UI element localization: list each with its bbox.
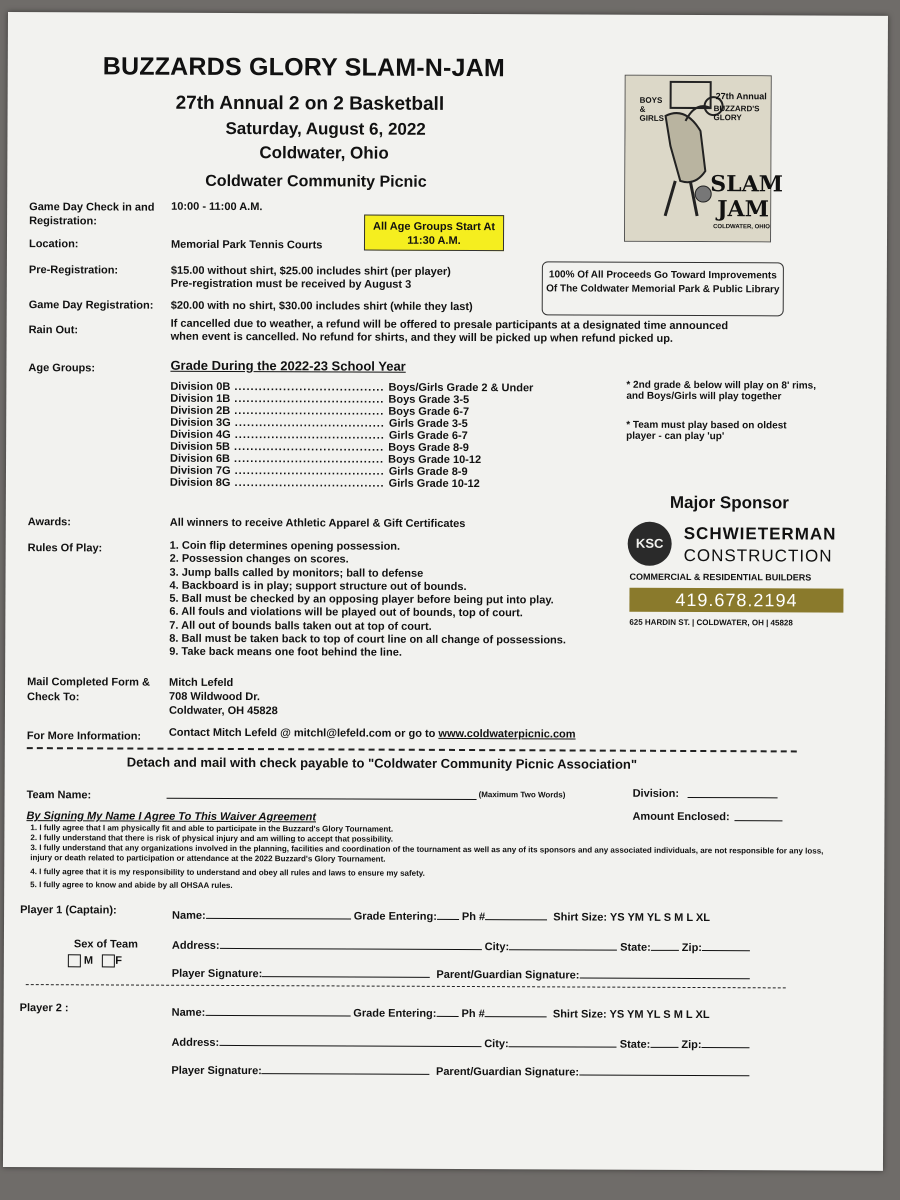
prereg-value-1: $15.00 without shirt, $25.00 includes shirt (per player): [170, 264, 451, 278]
more-info-label: For More Information:: [26, 730, 142, 743]
player-divider: [26, 984, 786, 988]
awards-value: All winners to receive Athletic Apparel & Gift Certificates: [169, 516, 466, 531]
grade-label: Grade Entering:: [353, 1007, 437, 1020]
shirt-label: Shirt Size:: [553, 911, 608, 924]
website-link[interactable]: www.coldwaterpicnic.com: [438, 727, 576, 741]
team-name-label: Team Name:: [26, 789, 92, 802]
sex-of-team-label: Sex of Team: [73, 938, 138, 951]
rule-item: 5. Ball must be checked by an opposing player before being put into play.: [169, 592, 554, 607]
waiver-list: [30, 823, 840, 894]
division-name: Division 4G: [170, 428, 231, 441]
amount-label: Amount Enclosed:: [632, 810, 730, 824]
division-name: Division 3G: [170, 416, 231, 429]
player1-signature-row: [172, 966, 750, 983]
player2-grade-field[interactable]: [436, 1006, 458, 1017]
division-row: Division 6B ..................................... Boys Grade 10-12: [170, 452, 482, 467]
division-row: Division 5B ..................................... Boys Grade 8-9: [170, 440, 469, 455]
division-row: Division 8G ..................................... Girls Grade 10-12: [169, 476, 480, 491]
player2-phone-field[interactable]: [485, 1006, 547, 1017]
parent-signature-label: Parent/Guardian Signature:: [435, 1065, 580, 1079]
division-row: Division 0B ..................................... Boys/Girls Grade 2 & Under: [170, 380, 534, 395]
division-group: Boys Grade 3-5: [388, 393, 470, 407]
rainout-value-2: when event is cancelled. No refund for shirts, and they will be picked up when refund picked up.: [170, 330, 674, 345]
rainout-label: Rain Out:: [28, 324, 79, 337]
phone-label: Ph #: [461, 910, 486, 924]
division-list: [170, 381, 533, 491]
waiver-heading: By Signing My Name I Agree To This Waiver Agreement: [26, 810, 317, 824]
cut-line: [27, 747, 797, 752]
gameday-value: $20.00 with no shirt, $30.00 includes shirt (while they last): [170, 299, 473, 314]
rule-item: 3. Jump balls called by monitors; ball to defense: [169, 566, 424, 580]
sponsor-name-2: CONSTRUCTION: [683, 545, 833, 566]
division-name: Division 6B: [170, 452, 230, 465]
more-info-text: [169, 727, 576, 741]
event-city: Coldwater, Ohio: [259, 143, 389, 163]
waiver-item: 3. I fully understand that any organizations involved in the planning, facilities and coordination of the tournament as well as any of its sponsors and any associated individuals, are not responsible for any loss, injury or death related to participation or attendance at the 2022 Buzzard's Glory Tournament.: [30, 843, 824, 864]
player1-grade-field[interactable]: [437, 909, 459, 920]
waiver-item: 4. I fully agree that it is my responsibility to understand and obey all rules and laws to ensure my safety.: [30, 867, 425, 878]
event-title: BUZZARDS GLORY SLAM-N-JAM: [102, 52, 506, 83]
proceeds-note: 100% Of All Proceeds Go Toward Improvements Of The Coldwater Memorial Park & Public Library: [542, 261, 784, 316]
division-row: Division 1B ..................................... Boys Grade 3-5: [170, 392, 470, 407]
player1-phone-field[interactable]: [485, 909, 547, 920]
age-groups-label: Age Groups:: [28, 362, 96, 375]
player1-state-field[interactable]: [651, 940, 679, 951]
rule-item: 4. Backboard is in play; support structure out of bounds.: [169, 579, 467, 593]
player1-parent-signature-field[interactable]: [579, 968, 749, 980]
division-group: Girls Grade 6-7: [388, 429, 468, 443]
name-label: Name:: [171, 1006, 206, 1019]
name-label: Name:: [172, 909, 206, 922]
address-label: Address:: [171, 1036, 220, 1049]
location-label: Location:: [28, 238, 79, 251]
event-date: Saturday, August 6, 2022: [225, 118, 426, 139]
sponsor-address: 625 HARDIN ST. | COLDWATER, OH | 45828: [629, 617, 793, 628]
division-name: Division 2B: [170, 404, 231, 417]
logo-name: BUZZARD'S GLORY: [713, 104, 760, 123]
division-row: Division 2B ..................................... Boys Grade 6-7: [170, 404, 470, 419]
rule-item: 9. Take back means one foot behind the line.: [169, 646, 402, 660]
player1-zip-field[interactable]: [702, 940, 750, 951]
female-checkbox[interactable]: [102, 954, 115, 967]
city-label: City:: [484, 941, 510, 954]
player1-label: Player 1 (Captain):: [20, 904, 117, 917]
address-label: Address:: [171, 939, 220, 952]
rules-label: Rules Of Play:: [27, 542, 103, 555]
grade-label: Grade Entering:: [353, 910, 437, 923]
gameday-label: Game Day Registration:: [28, 299, 154, 312]
waiver-item: 5. I fully agree to know and abide by all OHSAA rules.: [30, 880, 233, 890]
zip-label: Zip:: [681, 1038, 702, 1052]
sponsor-tagline: COMMERCIAL & RESIDENTIAL BUILDERS: [629, 571, 812, 583]
player2-zip-field[interactable]: [702, 1037, 750, 1048]
player1-name-field[interactable]: [206, 908, 351, 920]
player2-address-row: [171, 1035, 749, 1052]
division-group: Boys Grade 10-12: [388, 453, 482, 467]
division-row: Division 3G ..................................... Girls Grade 3-5: [170, 416, 468, 431]
state-label: State:: [619, 1038, 651, 1051]
player2-name-field[interactable]: [205, 1005, 350, 1017]
more-info-contact: Contact Mitch Lefeld @ mitchl@lefeld.com or go to: [168, 726, 436, 740]
parent-signature-label: Parent/Guardian Signature:: [436, 968, 580, 982]
player1-name-row: [172, 908, 710, 924]
event-name: Coldwater Community Picnic: [205, 172, 427, 191]
phone-label: Ph #: [461, 1007, 485, 1021]
logo-slam: SLAM: [710, 171, 784, 198]
sponsor-mark-icon: KSC: [628, 522, 672, 566]
signature-label: Player Signature:: [171, 1064, 262, 1078]
location-value: Memorial Park Tennis Courts: [170, 238, 323, 252]
mail-label-2: Check To:: [26, 691, 80, 704]
division-field-label: Division:: [632, 787, 680, 800]
rule-item: 6. All fouls and violations will be played out of bounds, top of court.: [169, 606, 523, 620]
player2-label: Player 2 :: [19, 1002, 69, 1015]
zip-label: Zip:: [681, 941, 703, 955]
shirt-sizes[interactable]: YS YM YL S M L XL: [609, 1008, 710, 1022]
division-group: Girls Grade 8-9: [388, 465, 468, 479]
player2-state-field[interactable]: [650, 1037, 678, 1048]
player1-city-field[interactable]: [509, 939, 617, 950]
player1-address-row: [172, 938, 750, 955]
rule-item: 1. Coin flip determines opening possession.: [169, 539, 401, 553]
slam-jam-logo: [624, 75, 784, 243]
rule-item: 2. Possession changes on scores.: [169, 553, 349, 566]
division-field[interactable]: [688, 787, 778, 798]
age-groups-heading: Grade During the 2022-23 School Year: [170, 357, 406, 374]
rainout-value-1: If cancelled due to weather, a refund will be offered to presale participants at a designated time announced: [170, 317, 729, 333]
team-name-note: (Maximum Two Words): [478, 790, 566, 800]
male-label: M: [83, 954, 94, 967]
division-group: Girls Grade 10-12: [388, 477, 480, 491]
mail-street: 708 Wildwood Dr.: [168, 690, 261, 704]
start-time-note: All Age Groups Start At 11:30 A.M.: [364, 215, 504, 252]
sponsor-logo: [627, 522, 847, 633]
sponsor-phone: 419.678.2194: [629, 588, 843, 613]
rule-item: 7. All out of bounds balls taken out at top of court.: [169, 619, 432, 633]
state-label: State:: [620, 941, 651, 954]
signature-label: Player Signature:: [171, 967, 263, 981]
player1-signature-field[interactable]: [262, 966, 430, 978]
play-up-note: * Team must play based on oldest player - can play 'up': [626, 419, 787, 443]
amount-field[interactable]: [734, 810, 782, 821]
logo-annual: 27th Annual: [715, 91, 767, 102]
rim-note: * 2nd grade & below will play on 8' rims, and Boys/Girls will play together: [626, 379, 817, 403]
division-row: Division 7G ..................................... Girls Grade 8-9: [169, 464, 468, 479]
division-group: Girls Grade 3-5: [388, 417, 468, 431]
shirt-label: Shirt Size:: [552, 1008, 607, 1021]
division-row: Division 4G ..................................... Girls Grade 6-7: [170, 428, 468, 443]
prereg-value-2: Pre-registration must be received by August 3: [170, 277, 412, 291]
waiver-item: 2. I fully understand that there is risk of physical injury and am willing to accept that possibility.: [30, 833, 394, 844]
team-name-field[interactable]: [167, 788, 477, 800]
sponsor-heading: Major Sponsor: [669, 492, 789, 513]
player2-address-field[interactable]: [219, 1035, 481, 1047]
awards-label: Awards:: [27, 516, 72, 529]
mail-city: Coldwater, OH 45828: [168, 704, 278, 718]
mail-name: Mitch Lefeld: [169, 676, 234, 689]
logo-place: COLDWATER, OHIO: [713, 224, 770, 231]
division-name: Division 8G: [169, 476, 231, 489]
rules-list: [169, 540, 566, 661]
mail-label-1: Mail Completed Form &: [27, 676, 150, 689]
logo-side-text: BOYS & GIRLS: [639, 95, 665, 123]
division-name: Division 1B: [170, 392, 231, 405]
player2-city-field[interactable]: [509, 1036, 617, 1047]
checkin-value: 10:00 - 11:00 A.M.: [171, 200, 263, 214]
player2-signature-field[interactable]: [262, 1063, 430, 1075]
player2-parent-signature-field[interactable]: [579, 1065, 749, 1077]
event-subtitle: 27th Annual 2 on 2 Basketball: [175, 92, 445, 115]
player2-name-row: [172, 1005, 710, 1021]
sponsor-name: SCHWIETERMAN: [683, 523, 837, 544]
division-group: Boys/Girls Grade 2 & Under: [388, 381, 534, 395]
prereg-label: Pre-Registration:: [28, 264, 119, 277]
division-group: Boys Grade 8-9: [388, 441, 469, 455]
female-label: F: [115, 954, 123, 967]
division-name: Division 5B: [170, 440, 231, 453]
city-label: City:: [484, 1038, 509, 1051]
division-name: Division 7G: [169, 464, 231, 477]
logo-jam: JAM: [717, 196, 770, 223]
shirt-sizes[interactable]: YS YM YL S M L XL: [609, 911, 711, 925]
division-name: Division 0B: [170, 380, 231, 393]
player2-signature-row: [171, 1063, 749, 1080]
division-group: Boys Grade 6-7: [388, 405, 470, 419]
male-checkbox[interactable]: [68, 954, 81, 967]
waiver-item: 1. I fully agree that I am physically fit and able to participate in the Buzzard's Glory Tournament.: [30, 823, 394, 834]
player1-address-field[interactable]: [220, 938, 482, 950]
rule-item: 8. Ball must be taken back to top of court line on all change of possessions.: [169, 632, 566, 647]
flyer-sheet: [3, 12, 888, 1171]
sex-options: [68, 954, 122, 967]
detach-instructions: Detach and mail with check payable to "Coldwater Community Picnic Association": [126, 754, 638, 772]
checkin-label: Game Day Check in and Registration:: [29, 201, 155, 228]
